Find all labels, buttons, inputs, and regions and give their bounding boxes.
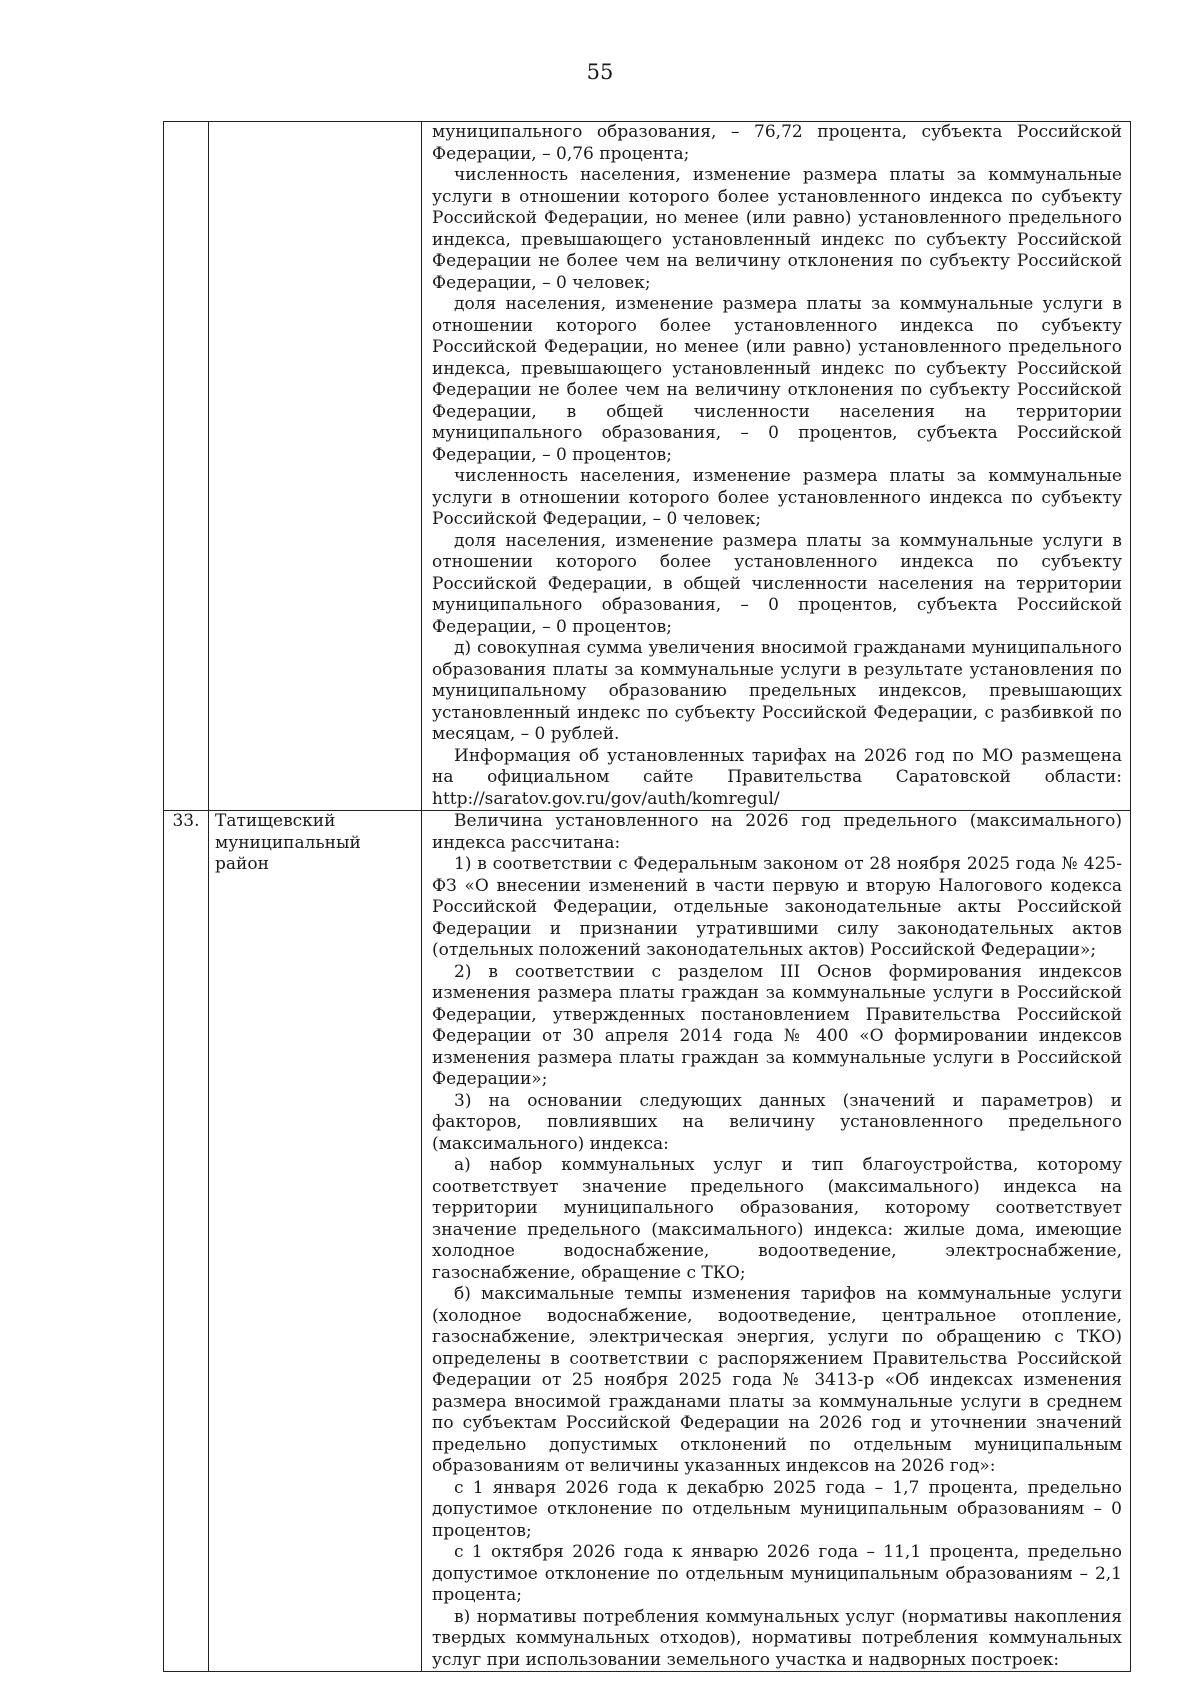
paragraph: муниципального образования, – 76,72 процента, субъекта Российской Федерации, – 0,76 процента; (432, 122, 1122, 164)
paragraph: б) максимальные темпы изменения тарифов на коммунальные услуги (холодное водоснабжение, водоотведение, центральное отопление, газоснабжение, электрическая энергия, услуги по обращению с ТКО) определены в соответствии с распоряжением Правительства Российской Федерации от 25 ноября 2025 года № 3413-р «Об индексах изменения размера вносимой гражданами платы за коммунальные услуги в среднем по субъектам Российской Федерации на 2026 год и уточнении значений предельно допустимых отклонений по отдельным муниципальным образованиям от величины указанных индексов на 2026 год»: (432, 1284, 1122, 1476)
paragraph: доля населения, изменение размера платы за коммунальные услуги в отношении которого более установленного индекса по субъекту Российской Федерации, но менее (или равно) установленного предельного индекса, превышающего установленный индекс по субъекту Российской Федерации не более чем на величину отклонения по субъекту Российской Федерации, в общей численности населения на территории муниципального образования, – 0 процентов, субъекта Российской Федерации, – 0 процентов; (432, 294, 1122, 465)
paragraph: 2) в соответствии с разделом III Основ формирования индексов изменения размера платы граждан за коммунальные услуги в Российской Федерации, утвержденных постановлением Правительства Российской Федерации от 30 апреля 2014 года № 400 «О формировании индексов изменения размера платы граждан за коммунальные услуги в Российской Федерации»; (432, 961, 1122, 1089)
paragraph: численность населения, изменение размера платы за коммунальные услуги в отношении которого более установленного индекса по субъекту Российской Федерации, но менее (или равно) установленного предельного индекса, превышающего установленный индекс по субъекту Российской Федерации не более чем на величину отклонения по субъекту Российской Федерации, – 0 человек; (432, 165, 1122, 293)
paragraph: 1) в соответствии с Федеральным законом от 28 ноября 2025 года № 425-ФЗ «О внесении изменений в части первую и вторую Налогового кодекса Российской Федерации, отдельные законодательные акты Российской Федерации и признании утратившими силу законодательных актов (отдельных положений законодательных актов) Российской Федерации»; (432, 854, 1122, 960)
paragraph: 3) на основании следующих данных (значений и параметров) и факторов, повлиявших на величину установленного предельного (максимального) индекса: (432, 1090, 1122, 1154)
paragraph: в) нормативы потребления коммунальных услуг (нормативы накопления твердых коммунальных отходов), нормативы потребления коммунальных услуг при использовании земельного участка и надворных построек: (432, 1606, 1122, 1670)
table-row (164, 122, 1131, 811)
paragraph: а) набор коммунальных услуг и тип благоустройства, которому соответствует значение предельного (максимального) индекса на территории муниципального образования, которому соответствует значение предельного (максимального) индекса: жилые дома, имеющие холодное водоснабжение, водоотведение, электроснабжение, газоснабжение, обращение с ТКО; (432, 1155, 1122, 1283)
description-cell (422, 122, 1131, 811)
paragraph: численность населения, изменение размера платы за коммунальные услуги в отношении которого более установленного индекса по субъекту Российской Федерации, – 0 человек; (432, 466, 1122, 529)
table-row (164, 811, 1131, 1672)
municipality-cell: Татищевский муниципальный район (209, 811, 422, 1672)
paragraph: с 1 октября 2026 года к январю 2026 года – 11,1 процента, предельно допустимое отклонение по отдельным муниципальным образованиям – 2,1 процента; (432, 1542, 1122, 1605)
tariff-info-paragraph: Информация об установленных тарифах на 2026 год по МО размещена на официальном сайте Правительства Саратовской области: http://saratov.gov.ru/gov/auth/komregul/ (432, 745, 1122, 809)
municipality-cell (209, 122, 422, 811)
row-number-cell (164, 122, 209, 811)
index-table (163, 121, 1131, 1672)
paragraph: доля населения, изменение размера платы за коммунальные услуги в отношении которого более установленного индекса по субъекту Российской Федерации, в общей численности населения на территории муниципального образования, – 0 процентов, субъекта Российской Федерации, – 0 процентов; (432, 530, 1122, 637)
paragraph: д) совокупная сумма увеличения вносимой гражданами муниципального образования платы за коммунальные услуги в результате установления по муниципальному образованию предельных индексов, превышающих установленный индекс по субъекту Российской Федерации, с разбивкой по месяцам, – 0 рублей. (432, 638, 1122, 744)
paragraph: с 1 января 2026 года к декабрю 2025 года – 1,7 процента, предельно допустимое отклонение по отдельным муниципальным образованиям – 0 процентов; (432, 1477, 1122, 1541)
paragraph: Величина установленного на 2026 год предельного (максимального) индекса рассчитана: (432, 811, 1122, 853)
row-number-cell: 33. (164, 811, 209, 1672)
description-cell (422, 811, 1131, 1672)
page-number: 55 (586, 60, 614, 84)
